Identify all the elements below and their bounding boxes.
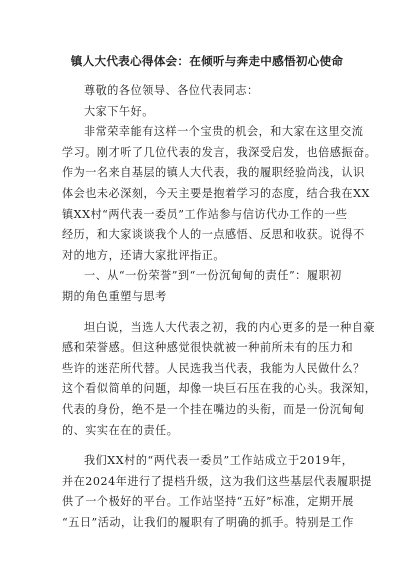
- text-line: 一、从“一份荣誉”到“一份沉甸甸的责任”：履职初: [84, 269, 342, 283]
- text-line: 的、实实在在的责任。: [62, 423, 179, 437]
- text-line: 供了一个极好的平台。工作站坚持“五好”标准，定期开展: [62, 495, 354, 509]
- text-line: 我们XX村的“两代表一委员”工作站成立于2019年，: [84, 454, 354, 468]
- paragraph-intro: [62, 122, 377, 266]
- text-line: “五日”活动，让我们的履职有了明确的抓手。特别是工作: [62, 515, 354, 529]
- text-line: 作为一名来自基层的镇人大代表，我的履职经验尚浅，认识: [62, 166, 365, 180]
- text-line: 学习。刚才听了几位代表的发言，我深受启发，也倍感振奋。: [62, 145, 377, 159]
- greeting: 大家下午好。: [84, 104, 154, 118]
- text-line: 镇XX村“两代表一委员”工作站参与信访代办工作的一些: [62, 207, 348, 221]
- text-line: 体会也未必深刻，今天主要是抱着学习的态度，结合我在XX: [62, 186, 370, 200]
- text-line: 代表的身份，绝不是一个挂在嘴边的头衔，而是一份沉甸甸: [62, 402, 365, 416]
- salutation: 尊敬的各位领导、各位代表同志：: [84, 84, 259, 97]
- text-line: 并在2024年进行了提档升级，这为我们这些基层代表履职提: [62, 474, 372, 488]
- text-line: 些许的迷茫所代替。人民选我当代表，我能为人民做什么？: [62, 361, 365, 375]
- text-line: 这个看似简单的问题，却像一块巨石压在我的心头。我深知，: [62, 382, 377, 396]
- paragraph-reflection: [62, 318, 377, 442]
- text-line: 期的角色重塑与思考: [62, 289, 167, 303]
- section-heading-1: [62, 266, 352, 307]
- text-line: 坦白说，当选人大代表之初，我的内心更多的是一种自豪: [84, 320, 376, 334]
- text-line: 感和荣誉感。但这种感觉很快就被一种前所未有的压力和: [62, 341, 354, 355]
- text-line: 非常荣幸能有这样一个宝贵的机会，和大家在这里交流: [84, 125, 364, 139]
- text-line: 对的地方，还请大家批评指正。: [62, 248, 226, 262]
- document-title: 镇人大代表心得体会：在倾听与奔走中感悟初心使命: [70, 54, 344, 68]
- text-line: 经历，和大家谈谈我个人的一点感悟、反思和收获。说得不: [62, 228, 365, 242]
- paragraph-workstation: [62, 451, 372, 533]
